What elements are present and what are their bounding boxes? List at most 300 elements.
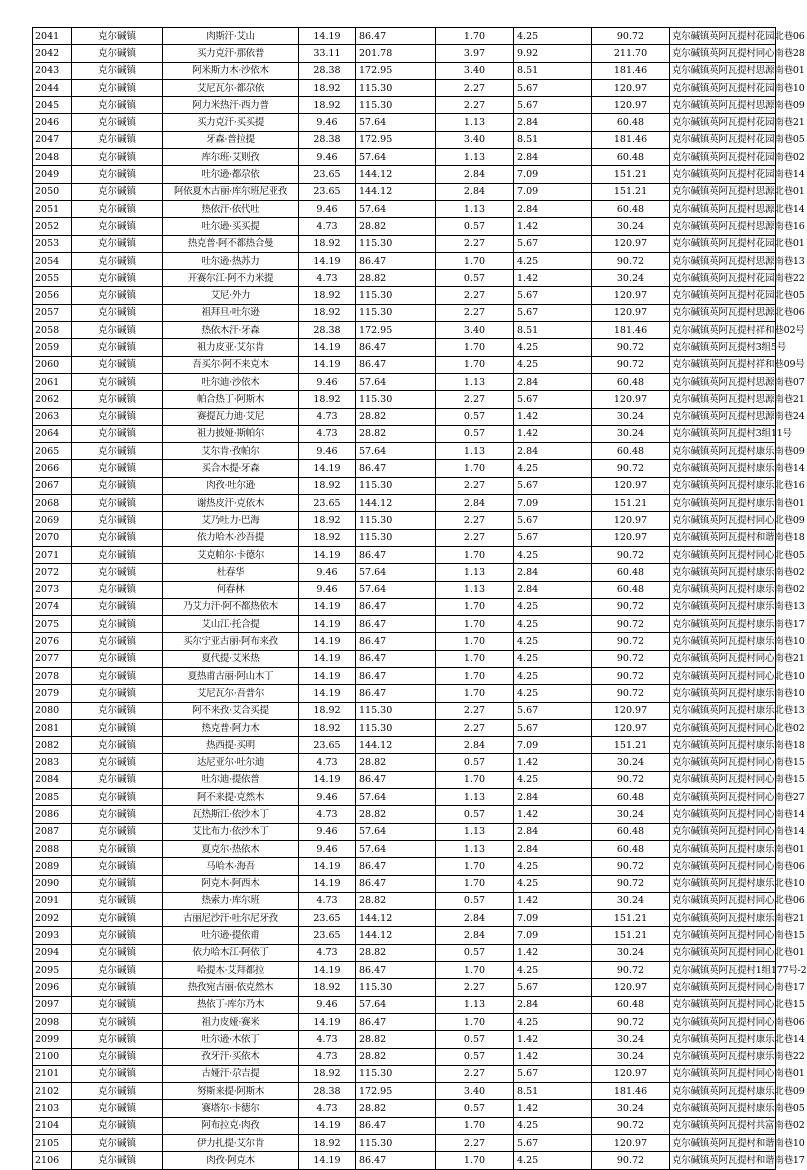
value-d-cell: 4.25 <box>514 650 592 667</box>
value-c-cell: 2.27 <box>436 1065 514 1082</box>
value-d-cell: 4.25 <box>514 633 592 650</box>
value-e-cell: 60.48 <box>592 564 670 581</box>
value-a-cell: 4.73 <box>299 1100 356 1117</box>
value-c-cell: 1.13 <box>436 789 514 806</box>
table-row <box>33 477 776 494</box>
value-a-cell: 14.19 <box>299 339 356 356</box>
value-e-cell: 120.97 <box>592 1135 670 1152</box>
name-cell: 吐尔逊·提依甫 <box>163 927 299 944</box>
table-row <box>33 927 776 944</box>
value-e-cell: 151.21 <box>592 910 670 927</box>
value-e-cell: 60.48 <box>592 114 670 131</box>
value-d-cell: 4.25 <box>514 685 592 702</box>
value-a-cell: 23.65 <box>299 183 356 200</box>
value-c-cell: 1.70 <box>436 1152 514 1169</box>
row-index: 2099 <box>33 1031 72 1048</box>
value-a-cell: 14.19 <box>299 1013 356 1030</box>
value-b-cell: 57.64 <box>356 840 436 857</box>
row-index: 2074 <box>33 598 72 615</box>
value-c-cell: 1.70 <box>436 858 514 875</box>
value-e-cell: 30.24 <box>592 1031 670 1048</box>
value-e-cell: 30.24 <box>592 806 670 823</box>
name-cell: 吐尔逊·买买提 <box>163 218 299 235</box>
value-e-cell: 60.48 <box>592 443 670 460</box>
value-d-cell: 5.67 <box>514 979 592 996</box>
value-d-cell: 4.25 <box>514 598 592 615</box>
name-cell: 努斯来提·阿斯木 <box>163 1083 299 1100</box>
value-b-cell: 172.95 <box>356 322 436 339</box>
value-c-cell: 1.70 <box>436 875 514 892</box>
value-c-cell: 1.13 <box>436 114 514 131</box>
value-d-cell: 1.42 <box>514 218 592 235</box>
value-b-cell: 57.64 <box>356 149 436 166</box>
value-d-cell: 4.25 <box>514 356 592 373</box>
value-a-cell: 9.46 <box>299 200 356 217</box>
value-c-cell: 1.13 <box>436 373 514 390</box>
address-cell: 克尔碱镇英阿瓦提村同心北巷05 <box>670 546 776 563</box>
value-a-cell: 9.46 <box>299 443 356 460</box>
value-c-cell: 2.27 <box>436 304 514 321</box>
name-cell: 古娅汗·尕吉提 <box>163 1065 299 1082</box>
table-row <box>33 235 776 252</box>
value-c-cell: 1.13 <box>436 996 514 1013</box>
value-a-cell: 9.46 <box>299 149 356 166</box>
value-c-cell: 3.40 <box>436 131 514 148</box>
value-a-cell: 4.73 <box>299 806 356 823</box>
value-d-cell: 2.84 <box>514 996 592 1013</box>
value-d-cell: 5.67 <box>514 529 592 546</box>
row-index: 2076 <box>33 633 72 650</box>
row-index: 2095 <box>33 962 72 979</box>
value-b-cell: 57.64 <box>356 789 436 806</box>
value-c-cell: 2.84 <box>436 910 514 927</box>
value-a-cell: 23.65 <box>299 927 356 944</box>
value-b-cell: 115.30 <box>356 979 436 996</box>
value-c-cell: 0.57 <box>436 892 514 909</box>
town-cell: 克尔碱镇 <box>72 823 163 840</box>
value-b-cell: 28.82 <box>356 425 436 442</box>
value-c-cell: 0.57 <box>436 806 514 823</box>
name-cell: 帕合热丁·阿斯木 <box>163 391 299 408</box>
table-row <box>33 806 776 823</box>
value-b-cell: 86.47 <box>356 1117 436 1134</box>
town-cell: 克尔碱镇 <box>72 408 163 425</box>
address-cell: 克尔碱镇英阿瓦提村和谐南巷10 <box>670 1135 776 1152</box>
value-c-cell: 0.57 <box>436 944 514 961</box>
address-cell: 克尔碱镇英阿瓦提村祥和巷09号 <box>670 356 776 373</box>
value-e-cell: 120.97 <box>592 702 670 719</box>
address-cell: 克尔碱镇英阿瓦提村花园南巷21 <box>670 114 776 131</box>
town-cell: 克尔碱镇 <box>72 235 163 252</box>
town-cell: 克尔碱镇 <box>72 131 163 148</box>
town-cell: 克尔碱镇 <box>72 270 163 287</box>
row-index: 2062 <box>33 391 72 408</box>
value-e-cell: 30.24 <box>592 425 670 442</box>
address-cell: 克尔碱镇英阿瓦提村花园南巷05 <box>670 131 776 148</box>
town-cell: 克尔碱镇 <box>72 45 163 62</box>
value-d-cell: 5.67 <box>514 391 592 408</box>
value-a-cell: 33.11 <box>299 45 356 62</box>
name-cell: 买力克汗·买买提 <box>163 114 299 131</box>
value-c-cell: 3.40 <box>436 62 514 79</box>
name-cell: 阿力米热汗·西力普 <box>163 97 299 114</box>
town-cell: 克尔碱镇 <box>72 477 163 494</box>
value-c-cell: 2.27 <box>436 79 514 96</box>
value-c-cell: 2.27 <box>436 477 514 494</box>
table-row <box>33 131 776 148</box>
address-cell: 克尔碱镇英阿瓦提村同心北巷09 <box>670 512 776 529</box>
address-cell: 克尔碱镇英阿瓦提村同心南巷15 <box>670 754 776 771</box>
value-d-cell: 8.51 <box>514 1083 592 1100</box>
value-c-cell: 2.27 <box>436 235 514 252</box>
value-a-cell: 14.19 <box>299 546 356 563</box>
value-b-cell: 115.30 <box>356 97 436 114</box>
value-c-cell: 2.84 <box>436 166 514 183</box>
value-a-cell: 4.73 <box>299 218 356 235</box>
address-cell: 克尔碱镇英阿瓦提村3组11号 <box>670 425 776 442</box>
value-a-cell: 23.65 <box>299 166 356 183</box>
value-a-cell: 23.65 <box>299 737 356 754</box>
name-cell: 艾山江·托合提 <box>163 616 299 633</box>
row-index: 2046 <box>33 114 72 131</box>
value-a-cell: 18.92 <box>299 79 356 96</box>
value-d-cell: 2.84 <box>514 564 592 581</box>
value-a-cell: 14.19 <box>299 28 356 45</box>
value-a-cell: 14.19 <box>299 633 356 650</box>
value-b-cell: 86.47 <box>356 616 436 633</box>
town-cell: 克尔碱镇 <box>72 218 163 235</box>
town-cell: 克尔碱镇 <box>72 1065 163 1082</box>
row-index: 2101 <box>33 1065 72 1082</box>
name-cell: 买尔宁亚古丽·阿布来孜 <box>163 633 299 650</box>
name-cell: 祖力披娅·斯帕尔 <box>163 425 299 442</box>
value-b-cell: 115.30 <box>356 719 436 736</box>
value-a-cell: 9.46 <box>299 114 356 131</box>
table-row <box>33 633 776 650</box>
table-row <box>33 858 776 875</box>
value-a-cell: 4.73 <box>299 944 356 961</box>
address-cell: 克尔碱镇英阿瓦提村康乐南巷22 <box>670 1048 776 1065</box>
value-c-cell: 0.57 <box>436 270 514 287</box>
address-cell: 克尔碱镇英阿瓦提村康乐南巷17 <box>670 616 776 633</box>
table-row <box>33 218 776 235</box>
value-c-cell: 1.70 <box>436 771 514 788</box>
value-c-cell: 1.70 <box>436 598 514 615</box>
value-c-cell: 1.70 <box>436 356 514 373</box>
name-cell: 阿克木·阿西木 <box>163 875 299 892</box>
town-cell: 克尔碱镇 <box>72 425 163 442</box>
value-c-cell: 1.13 <box>436 149 514 166</box>
value-e-cell: 181.46 <box>592 1083 670 1100</box>
value-e-cell: 30.24 <box>592 270 670 287</box>
row-index: 2051 <box>33 200 72 217</box>
name-cell: 阿依夏木古丽·库尔班尼亚孜 <box>163 183 299 200</box>
row-index: 2069 <box>33 512 72 529</box>
town-cell: 克尔碱镇 <box>72 79 163 96</box>
table-row <box>33 771 776 788</box>
table-row <box>33 443 776 460</box>
table-row <box>33 149 776 166</box>
name-cell: 何春林 <box>163 581 299 598</box>
value-a-cell: 18.92 <box>299 719 356 736</box>
address-cell: 克尔碱镇英阿瓦提村康乐南巷01 <box>670 495 776 512</box>
name-cell: 阿布拉克·肉孜 <box>163 1117 299 1134</box>
name-cell: 热索力·库尔班 <box>163 892 299 909</box>
row-index: 2102 <box>33 1083 72 1100</box>
value-b-cell: 57.64 <box>356 581 436 598</box>
value-d-cell: 4.25 <box>514 616 592 633</box>
value-e-cell: 90.72 <box>592 598 670 615</box>
value-a-cell: 28.38 <box>299 1083 356 1100</box>
address-cell: 克尔碱镇英阿瓦提村康乐南巷09 <box>670 443 776 460</box>
value-d-cell: 2.84 <box>514 823 592 840</box>
value-d-cell: 4.25 <box>514 252 592 269</box>
value-a-cell: 9.46 <box>299 373 356 390</box>
name-cell: 谢热皮汗·克依木 <box>163 495 299 512</box>
value-c-cell: 2.27 <box>436 719 514 736</box>
value-c-cell: 2.27 <box>436 512 514 529</box>
table-row <box>33 910 776 927</box>
table-row <box>33 97 776 114</box>
town-cell: 克尔碱镇 <box>72 97 163 114</box>
value-e-cell: 60.48 <box>592 149 670 166</box>
address-cell: 克尔碱镇英阿瓦提村思源南巷01 <box>670 62 776 79</box>
value-b-cell: 86.47 <box>356 650 436 667</box>
name-cell: 哈提木·艾拜都拉 <box>163 962 299 979</box>
value-d-cell: 5.67 <box>514 702 592 719</box>
table-row <box>33 979 776 996</box>
value-c-cell: 0.57 <box>436 408 514 425</box>
value-b-cell: 115.30 <box>356 391 436 408</box>
value-e-cell: 90.72 <box>592 962 670 979</box>
value-a-cell: 9.46 <box>299 581 356 598</box>
name-cell: 艾乃吐力·巴海 <box>163 512 299 529</box>
value-c-cell: 0.57 <box>436 218 514 235</box>
value-a-cell: 14.19 <box>299 1152 356 1169</box>
value-a-cell: 18.92 <box>299 979 356 996</box>
value-b-cell: 86.47 <box>356 962 436 979</box>
town-cell: 克尔碱镇 <box>72 114 163 131</box>
value-d-cell: 4.25 <box>514 1013 592 1030</box>
row-index: 2067 <box>33 477 72 494</box>
town-cell: 克尔碱镇 <box>72 944 163 961</box>
town-cell: 克尔碱镇 <box>72 166 163 183</box>
data-table <box>32 27 807 1170</box>
value-a-cell: 9.46 <box>299 996 356 1013</box>
row-index: 2073 <box>33 581 72 598</box>
address-cell: 克尔碱镇英阿瓦提村思源北巷06 <box>670 304 776 321</box>
value-b-cell: 115.30 <box>356 529 436 546</box>
value-e-cell: 30.24 <box>592 892 670 909</box>
value-b-cell: 144.12 <box>356 927 436 944</box>
value-e-cell: 90.72 <box>592 28 670 45</box>
table-row <box>33 581 776 598</box>
table-row <box>33 166 776 183</box>
value-e-cell: 90.72 <box>592 1013 670 1030</box>
town-cell: 克尔碱镇 <box>72 962 163 979</box>
value-a-cell: 9.46 <box>299 823 356 840</box>
address-cell: 克尔碱镇英阿瓦提村和谐南巷17 <box>670 1152 776 1169</box>
value-e-cell: 90.72 <box>592 685 670 702</box>
table-row <box>33 823 776 840</box>
town-cell: 克尔碱镇 <box>72 322 163 339</box>
value-b-cell: 86.47 <box>356 252 436 269</box>
value-b-cell: 115.30 <box>356 1065 436 1082</box>
row-index: 2058 <box>33 322 72 339</box>
value-e-cell: 60.48 <box>592 373 670 390</box>
address-cell: 克尔碱镇英阿瓦提村同心南巷14 <box>670 806 776 823</box>
name-cell: 阿不来提·克然木 <box>163 789 299 806</box>
row-index: 2050 <box>33 183 72 200</box>
value-c-cell: 2.84 <box>436 183 514 200</box>
table-row <box>33 598 776 615</box>
address-cell: 克尔碱镇英阿瓦提村花园北巷05 <box>670 287 776 304</box>
value-b-cell: 57.64 <box>356 443 436 460</box>
value-c-cell: 1.70 <box>436 616 514 633</box>
value-c-cell: 1.70 <box>436 546 514 563</box>
value-b-cell: 115.30 <box>356 1135 436 1152</box>
value-d-cell: 5.67 <box>514 1135 592 1152</box>
address-cell: 克尔碱镇英阿瓦提村同心南巷06 <box>670 858 776 875</box>
value-d-cell: 1.42 <box>514 1100 592 1117</box>
address-cell: 克尔碱镇英阿瓦提村同心北巷06 <box>670 892 776 909</box>
name-cell: 肉孜·吐尔逊 <box>163 477 299 494</box>
table-row <box>33 200 776 217</box>
table-row <box>33 944 776 961</box>
value-d-cell: 7.09 <box>514 183 592 200</box>
value-c-cell: 1.70 <box>436 667 514 684</box>
value-d-cell: 7.09 <box>514 737 592 754</box>
name-cell: 艾尼瓦尔·都尕依 <box>163 79 299 96</box>
value-e-cell: 120.97 <box>592 79 670 96</box>
row-index: 2072 <box>33 564 72 581</box>
value-d-cell: 7.09 <box>514 927 592 944</box>
value-c-cell: 1.13 <box>436 443 514 460</box>
value-e-cell: 90.72 <box>592 356 670 373</box>
table-row <box>33 1117 776 1134</box>
row-index: 2087 <box>33 823 72 840</box>
table-row <box>33 62 776 79</box>
value-d-cell: 8.51 <box>514 322 592 339</box>
value-a-cell: 14.19 <box>299 650 356 667</box>
value-b-cell: 86.47 <box>356 858 436 875</box>
value-b-cell: 57.64 <box>356 200 436 217</box>
town-cell: 克尔碱镇 <box>72 1152 163 1169</box>
value-b-cell: 86.47 <box>356 633 436 650</box>
address-cell: 克尔碱镇英阿瓦提村康乐南巷18 <box>670 737 776 754</box>
table-row <box>33 287 776 304</box>
address-cell: 克尔碱镇英阿瓦提村花园北巷01 <box>670 235 776 252</box>
row-index: 2049 <box>33 166 72 183</box>
value-b-cell: 86.47 <box>356 339 436 356</box>
table-row <box>33 546 776 563</box>
town-cell: 克尔碱镇 <box>72 719 163 736</box>
row-index: 2082 <box>33 737 72 754</box>
value-d-cell: 4.25 <box>514 962 592 979</box>
value-e-cell: 120.97 <box>592 477 670 494</box>
town-cell: 克尔碱镇 <box>72 391 163 408</box>
name-cell: 祖力皮亚·艾尔肯 <box>163 339 299 356</box>
name-cell: 牙森·普拉提 <box>163 131 299 148</box>
address-cell: 克尔碱镇英阿瓦提村同心南巷28 <box>670 45 776 62</box>
address-cell: 克尔碱镇英阿瓦提村花园南巷22 <box>670 270 776 287</box>
name-cell: 夏代提·艾米热 <box>163 650 299 667</box>
name-cell: 肉孜·阿克木 <box>163 1152 299 1169</box>
value-a-cell: 18.92 <box>299 477 356 494</box>
value-a-cell: 18.92 <box>299 1065 356 1082</box>
value-d-cell: 1.42 <box>514 1048 592 1065</box>
value-c-cell: 0.57 <box>436 1031 514 1048</box>
name-cell: 热孜宛古丽·依克然木 <box>163 979 299 996</box>
town-cell: 克尔碱镇 <box>72 702 163 719</box>
town-cell: 克尔碱镇 <box>72 840 163 857</box>
value-a-cell: 4.73 <box>299 1048 356 1065</box>
address-cell: 克尔碱镇英阿瓦提村同心北巷01 <box>670 944 776 961</box>
value-b-cell: 57.64 <box>356 996 436 1013</box>
value-a-cell: 14.19 <box>299 858 356 875</box>
table-row <box>33 719 776 736</box>
town-cell: 克尔碱镇 <box>72 806 163 823</box>
value-b-cell: 86.47 <box>356 1013 436 1030</box>
name-cell: 艾比布力·依沙木丁 <box>163 823 299 840</box>
value-d-cell: 5.67 <box>514 235 592 252</box>
name-cell: 瓦热斯江·依沙木丁 <box>163 806 299 823</box>
value-c-cell: 1.70 <box>436 252 514 269</box>
value-c-cell: 1.70 <box>436 28 514 45</box>
value-e-cell: 120.97 <box>592 391 670 408</box>
name-cell: 依力哈木江·阿依丁 <box>163 944 299 961</box>
row-index: 2097 <box>33 996 72 1013</box>
table-row <box>33 1135 776 1152</box>
value-e-cell: 120.97 <box>592 304 670 321</box>
value-d-cell: 4.25 <box>514 875 592 892</box>
value-c-cell: 1.13 <box>436 823 514 840</box>
value-e-cell: 181.46 <box>592 62 670 79</box>
value-c-cell: 1.70 <box>436 633 514 650</box>
value-c-cell: 2.27 <box>436 1135 514 1152</box>
value-e-cell: 90.72 <box>592 1152 670 1169</box>
value-b-cell: 57.64 <box>356 823 436 840</box>
value-d-cell: 2.84 <box>514 581 592 598</box>
value-b-cell: 115.30 <box>356 702 436 719</box>
town-cell: 克尔碱镇 <box>72 529 163 546</box>
value-c-cell: 0.57 <box>436 754 514 771</box>
row-index: 2070 <box>33 529 72 546</box>
row-index: 2085 <box>33 789 72 806</box>
table-row <box>33 304 776 321</box>
town-cell: 克尔碱镇 <box>72 616 163 633</box>
name-cell: 阿米斯力木·沙依木 <box>163 62 299 79</box>
value-c-cell: 1.70 <box>436 650 514 667</box>
row-index: 2078 <box>33 667 72 684</box>
value-c-cell: 2.27 <box>436 702 514 719</box>
address-cell: 克尔碱镇英阿瓦提村康乐南巷13 <box>670 598 776 615</box>
row-index: 2065 <box>33 443 72 460</box>
town-cell: 克尔碱镇 <box>72 685 163 702</box>
address-cell: 克尔碱镇英阿瓦提村共富南巷02 <box>670 1117 776 1134</box>
row-index: 2044 <box>33 79 72 96</box>
name-cell: 库尔班·艾则孜 <box>163 149 299 166</box>
name-cell: 艾尔肯·孜帕尔 <box>163 443 299 460</box>
value-c-cell: 1.70 <box>436 685 514 702</box>
value-b-cell: 28.82 <box>356 408 436 425</box>
value-b-cell: 28.82 <box>356 944 436 961</box>
address-cell: 克尔碱镇英阿瓦提村康乐南巷14 <box>670 460 776 477</box>
row-index: 2056 <box>33 287 72 304</box>
value-c-cell: 1.70 <box>436 1013 514 1030</box>
town-cell: 克尔碱镇 <box>72 460 163 477</box>
value-e-cell: 181.46 <box>592 131 670 148</box>
